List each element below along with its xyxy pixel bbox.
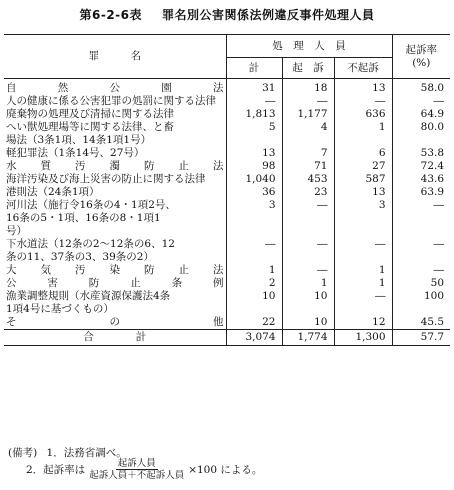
table-number: 第6-2-6表 bbox=[79, 8, 142, 22]
crime-name bbox=[4, 316, 226, 330]
cell-not-prosecuted: 13 bbox=[334, 79, 392, 96]
cell-prosecuted: 453 bbox=[282, 173, 334, 186]
cell-total: 13 bbox=[226, 147, 282, 160]
crime-name-line: 廃棄物の処理及び清掃に関する法律 bbox=[6, 108, 174, 120]
table-row bbox=[4, 160, 450, 173]
table-row bbox=[4, 199, 450, 238]
crime-name-line: 水 質 汚 濁 防 止 法 bbox=[6, 160, 224, 172]
cell-total: 22 bbox=[226, 316, 282, 330]
crime-name-line: 軽犯罪法（1条14号、27号） bbox=[6, 147, 145, 159]
crime-name bbox=[4, 160, 226, 173]
cell-rate: 72.4 bbox=[392, 160, 450, 173]
cell-not-prosecuted: 587 bbox=[334, 173, 392, 186]
cell-rate: ― bbox=[392, 238, 450, 264]
total-label: 合 計 bbox=[4, 330, 226, 346]
formula-denominator: 起訴人員＋不起訴人員 bbox=[89, 470, 185, 481]
table-row bbox=[4, 121, 450, 147]
crime-name bbox=[4, 186, 226, 199]
cell-total: 1 bbox=[226, 264, 282, 277]
crime-name bbox=[4, 238, 226, 264]
crime-name-line: 16条の5・1項、16条の8・1項1 bbox=[6, 212, 161, 224]
cell-not-prosecuted: 1 bbox=[334, 264, 392, 277]
table-row bbox=[4, 290, 450, 316]
crime-name-line: 人の健康に係る公害犯罪の処罰に関する法律 bbox=[6, 95, 216, 107]
cell-rate: ― bbox=[392, 264, 450, 277]
header-rate bbox=[392, 35, 450, 79]
cell-rate: 45.5 bbox=[392, 316, 450, 330]
cell-rate: 63.9 bbox=[392, 186, 450, 199]
table-row bbox=[4, 108, 450, 121]
total-row bbox=[4, 330, 450, 346]
cell-total: 31 bbox=[226, 79, 282, 96]
table-row bbox=[4, 147, 450, 160]
crime-name bbox=[4, 79, 226, 96]
cell-prosecuted: 1,177 bbox=[282, 108, 334, 121]
cell-not-prosecuted: 3 bbox=[334, 199, 392, 238]
crime-name-line: 海洋汚染及び海上災害の防止に関する法律 bbox=[6, 173, 206, 185]
cell-prosecuted: 10 bbox=[282, 290, 334, 316]
header-not-prosecuted: 不起訴 bbox=[334, 58, 392, 79]
cell-total: ― bbox=[226, 238, 282, 264]
cell-not-prosecuted: 636 bbox=[334, 108, 392, 121]
cell-rate: 100 bbox=[392, 290, 450, 316]
cell-rate: ― bbox=[392, 199, 450, 238]
cell-rate: ― bbox=[392, 95, 450, 108]
total-total: 3,074 bbox=[226, 330, 282, 346]
cell-not-prosecuted: 1 bbox=[334, 121, 392, 147]
note-2-suffix: ×100 による。 bbox=[188, 464, 263, 476]
table-row bbox=[4, 264, 450, 277]
crime-name-line: 号） bbox=[6, 225, 27, 237]
cell-not-prosecuted: 13 bbox=[334, 186, 392, 199]
header-prosecuted: 起 訴 bbox=[282, 58, 334, 79]
crime-name-line: 1項4号に基づくもの） bbox=[6, 303, 114, 315]
cell-total: 2 bbox=[226, 277, 282, 290]
crime-name-line: 河川法（施行令16条の4・1項2号、 bbox=[6, 199, 176, 211]
cell-prosecuted: 18 bbox=[282, 79, 334, 96]
cell-not-prosecuted: 6 bbox=[334, 147, 392, 160]
total-rate: 57.7 bbox=[392, 330, 450, 346]
table-row bbox=[4, 186, 450, 199]
cell-not-prosecuted: ― bbox=[334, 290, 392, 316]
cell-not-prosecuted: ― bbox=[334, 95, 392, 108]
table-row bbox=[4, 95, 450, 108]
cell-total: 36 bbox=[226, 186, 282, 199]
crime-name bbox=[4, 121, 226, 147]
table-row bbox=[4, 238, 450, 264]
cell-prosecuted: ― bbox=[282, 199, 334, 238]
crime-name bbox=[4, 173, 226, 186]
crime-name-line: 自 然 公 園 法 bbox=[6, 82, 224, 94]
table-row bbox=[4, 277, 450, 290]
crime-name bbox=[4, 264, 226, 277]
cell-prosecuted: 1 bbox=[282, 277, 334, 290]
crime-name-line: 公 害 防 止 条 例 bbox=[6, 277, 224, 289]
header-crime: 罪 名 bbox=[4, 35, 226, 79]
table-title-text: 罪名別公害関係法例違反事件処理人員 bbox=[162, 8, 375, 22]
header-rate-unit: (%) bbox=[412, 56, 431, 69]
header-total: 計 bbox=[226, 58, 282, 79]
cell-not-prosecuted: 27 bbox=[334, 160, 392, 173]
cell-rate: 50 bbox=[392, 277, 450, 290]
crime-name bbox=[4, 95, 226, 108]
cell-prosecuted: ― bbox=[282, 95, 334, 108]
cell-rate: 64.9 bbox=[392, 108, 450, 121]
cell-not-prosecuted: ― bbox=[334, 238, 392, 264]
cell-total: 10 bbox=[226, 290, 282, 316]
crime-name bbox=[4, 277, 226, 290]
cell-rate: 53.8 bbox=[392, 147, 450, 160]
cell-prosecuted: 4 bbox=[282, 121, 334, 147]
crime-name-line: 漁業調整規則（水産資源保護法4条 bbox=[6, 290, 171, 302]
total-not-prosecuted: 1,300 bbox=[334, 330, 392, 346]
crime-name-line: そ の 他 bbox=[6, 316, 224, 328]
cell-prosecuted: ― bbox=[282, 238, 334, 264]
cell-rate: 80.0 bbox=[392, 121, 450, 147]
statistics-table bbox=[4, 34, 450, 346]
table-row bbox=[4, 173, 450, 186]
crime-name-line: 下水道法（12条の2～12条の6、12 bbox=[6, 238, 175, 250]
cell-total: 1,040 bbox=[226, 173, 282, 186]
rate-formula bbox=[89, 458, 184, 481]
cell-not-prosecuted: 1 bbox=[334, 277, 392, 290]
header-rate-label: 起訴率 bbox=[405, 43, 438, 56]
cell-prosecuted: 71 bbox=[282, 160, 334, 173]
cell-prosecuted: 23 bbox=[282, 186, 334, 199]
cell-prosecuted: ― bbox=[282, 264, 334, 277]
cell-prosecuted: 7 bbox=[282, 147, 334, 160]
crime-name bbox=[4, 290, 226, 316]
table-title bbox=[0, 6, 454, 23]
cell-total: 5 bbox=[226, 121, 282, 147]
header-processed: 処 理 人 員 bbox=[226, 35, 392, 58]
cell-total: 3 bbox=[226, 199, 282, 238]
table-row bbox=[4, 316, 450, 330]
cell-total: 98 bbox=[226, 160, 282, 173]
notes-label: (備考) bbox=[8, 447, 38, 459]
crime-name-line: 大 気 汚 染 防 止 法 bbox=[6, 264, 224, 276]
note-2-prefix: 2．起訴率は bbox=[26, 464, 86, 476]
cell-total: 1,813 bbox=[226, 108, 282, 121]
table-row bbox=[4, 79, 450, 96]
crime-name-line: 場法（3条1項、14条1項1号） bbox=[6, 134, 152, 146]
crime-name-line: 港則法（24条1項） bbox=[6, 186, 100, 198]
cell-not-prosecuted: 12 bbox=[334, 316, 392, 330]
note-2 bbox=[26, 458, 262, 481]
total-prosecuted: 1,774 bbox=[282, 330, 334, 346]
note-1: 1．法務省調べ。 bbox=[46, 447, 127, 459]
cell-prosecuted: 10 bbox=[282, 316, 334, 330]
crime-name bbox=[4, 199, 226, 238]
crime-name bbox=[4, 147, 226, 160]
cell-rate: 43.6 bbox=[392, 173, 450, 186]
table-body bbox=[4, 79, 450, 346]
cell-rate: 58.0 bbox=[392, 79, 450, 96]
cell-total: ― bbox=[226, 95, 282, 108]
crime-name bbox=[4, 108, 226, 121]
crime-name-line: へい獣処理場等に関する法律、と畜 bbox=[6, 121, 174, 133]
formula-numerator: 起訴人員 bbox=[117, 458, 156, 469]
crime-name-line: 条の11、37条の3、39条の2） bbox=[6, 251, 154, 263]
